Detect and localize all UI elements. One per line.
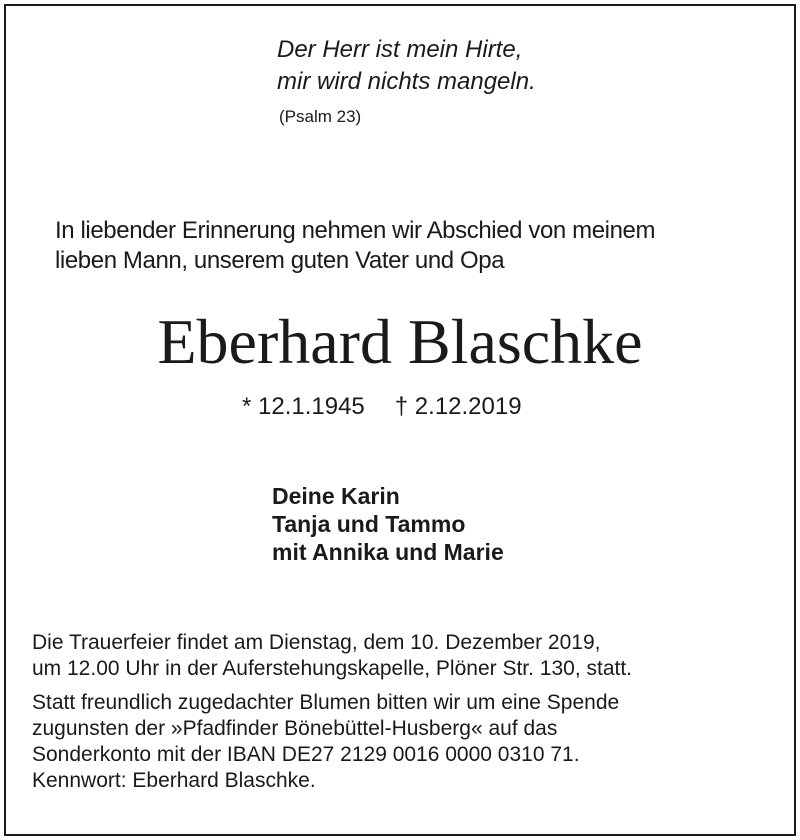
quote-source: (Psalm 23): [279, 107, 362, 126]
obituary-notice: [4, 4, 796, 836]
donation-line-4: Kennwort: Eberhard Blaschke.: [32, 769, 316, 792]
ceremony-line-1: Die Trauerfeier findet am Dienstag, dem 10. Dezember 2019,: [32, 631, 601, 654]
intro-line-2: lieben Mann, unserem guten Vater und Opa: [55, 247, 505, 274]
paragraph-spacer: [32, 682, 632, 690]
birth-date: * 12.1.1945: [242, 393, 365, 420]
survivor-line-2: Tanja und Tammo: [272, 511, 466, 537]
death-date: † 2.12.2019: [394, 393, 522, 420]
info-text: [32, 630, 632, 794]
survivor-line-1: Deine Karin: [272, 483, 400, 509]
survivor-line-3: mit Annika und Marie: [272, 539, 504, 565]
deceased-name: Eberhard Blaschke: [157, 306, 643, 377]
intro-line-1: In liebender Erinnerung nehmen wir Abschied von meinem: [55, 217, 656, 244]
quote-line-2: mir wird nichts mangeln.: [277, 68, 536, 95]
donation-line-2: zugunsten der »Pfadfinder Bönebüttel-Husberg« auf das: [32, 717, 558, 740]
ceremony-line-2: um 12.00 Uhr in der Auferstehungskapelle, Plöner Str. 130, statt.: [32, 657, 633, 680]
quote-line-1: Der Herr ist mein Hirte,: [277, 36, 523, 63]
bible-quote: [277, 34, 536, 98]
life-dates: [242, 392, 522, 422]
donation-line-1: Statt freundlich zugedachter Blumen bitten wir um eine Spende: [32, 691, 620, 714]
survivors-list: [272, 482, 504, 566]
intro-text: [55, 216, 655, 276]
donation-line-3: Sonderkonto mit der IBAN DE27 2129 0016 0000 0310 71.: [32, 743, 580, 766]
ceremony-paragraph: [32, 630, 632, 682]
donation-paragraph: [32, 690, 632, 794]
